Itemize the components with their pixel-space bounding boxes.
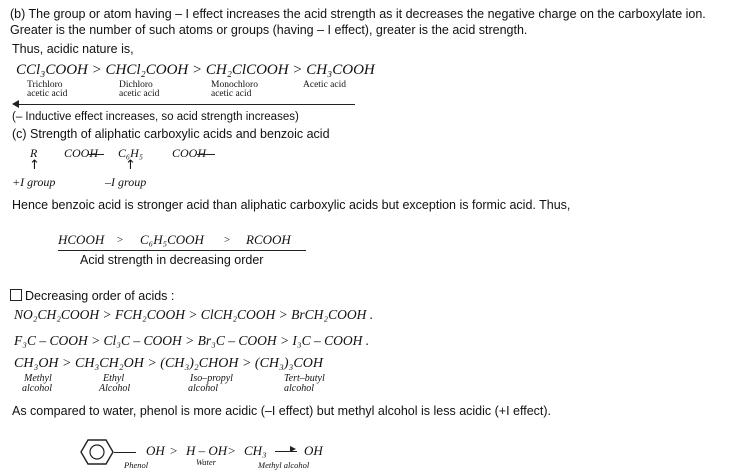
hence-text: Hence benzoic acid is stronger acid than aliphatic carboxylic acids but exception is formic acid. Thus, [12,198,571,212]
label-acetic: Acetic acid [303,80,346,90]
struct-r: R [30,146,38,160]
eq6-gt-1: > [170,443,178,458]
label-water: Water [196,457,216,467]
struct-c6h5: C₆H₅ [118,146,144,160]
eq6-gt-2: > [228,443,236,458]
eq6-oh-2: OH [304,443,323,458]
equation-trihalo: F₃C – COOH > Cl₃C – COOH > Br₃C – COOH > I₃C – COOH . [14,333,370,348]
eq2-caption: Acid strength in decreasing order [80,253,264,267]
struct-cooh-1: COOH [64,146,99,160]
right-arrowhead-icon [290,446,296,452]
eq2-gt-2: > [224,234,231,246]
eq2-rcooh: RCOOH [246,232,291,247]
equation-alcohols: CH₃OH > CH₃CH₂OH > (CH₃)₂CHOH > (CH₃)₃COH [14,356,323,371]
equation-chloroacetic: CCl₃COOH > CHCl₂COOH > CH₂ClCOOH > CH₃COOH [16,62,375,78]
decreasing-title-text: Decreasing order of acids : [25,289,175,303]
label-monochloro-2: acetic acid [211,89,252,99]
label-tertbutyl: Tert–butyl [284,373,325,384]
label-ethyl-2: Alcohol [99,383,131,394]
label-isopropyl-2: alcohol [188,383,218,394]
decreasing-title [10,289,174,304]
label-phenol: Phenol [124,460,149,470]
eq6-water: H – OH [186,443,228,458]
label-tertbutyl-2: alcohol [284,383,314,394]
label-trichloro: Trichloro [27,80,63,90]
benzene-ring-icon [80,439,114,465]
struct-bond-2 [197,154,215,155]
inductive-note: (– Inductive effect increases, so acid strength increases) [12,111,299,123]
eq2-gt-1: > [117,234,124,246]
label-dichloro-2: acetic acid [119,89,160,99]
struct-cooh-2: COOH [172,146,207,160]
paragraph-b: (b) The group or atom having – I effect increases the acid strength as it decreases the negative charge on the carboxylate ion. Greater is the number of such atoms or groups (having – I effect), greater is the acid strength. [10,7,706,37]
label-monochloro: Monochloro [211,80,258,90]
label-isopropyl: Iso–propyl [190,373,233,384]
eq6-oh: OH [146,443,165,458]
compare-text: As compared to water, phenol is more acidic (–I effect) but methyl alcohol is less acidic (+I effect). [12,404,552,418]
eq2-benzoic: C₆H₅COOH [140,232,204,247]
plus-i-group: +I group [12,175,56,189]
eq2-underline [58,250,306,251]
up-arrow-icon: ↑ [29,158,40,173]
minus-i-group: –I group [105,175,147,189]
arrow-shaft [18,104,355,105]
phenol-bond [114,452,136,453]
label-methyl-alcohol: Methyl alcohol [258,460,310,470]
paragraph-c: (c) Strength of aliphatic carboxylic acids and benzoic acid [12,127,330,141]
eq6-ch3: CH₃ [244,443,267,458]
acidic-nature-text: Thus, acidic nature is, [12,42,134,56]
eq2-hcooh: HCOOH [58,232,105,247]
equation-haloacetic: NO₂CH₂COOH > FCH₂COOH > ClCH₂COOH > BrCH₂COOH . [14,307,374,322]
label-trichloro-2: acetic acid [27,89,68,99]
checkbox-icon [10,289,22,301]
label-methyl-2: alcohol [22,383,52,394]
label-dichloro: Dichloro [119,80,153,90]
struct-bond-1 [88,154,104,155]
label-ethyl: Ethyl [103,373,125,384]
label-methyl: Methyl [24,373,52,384]
up-arrow-icon-2: ↑ [125,158,136,173]
